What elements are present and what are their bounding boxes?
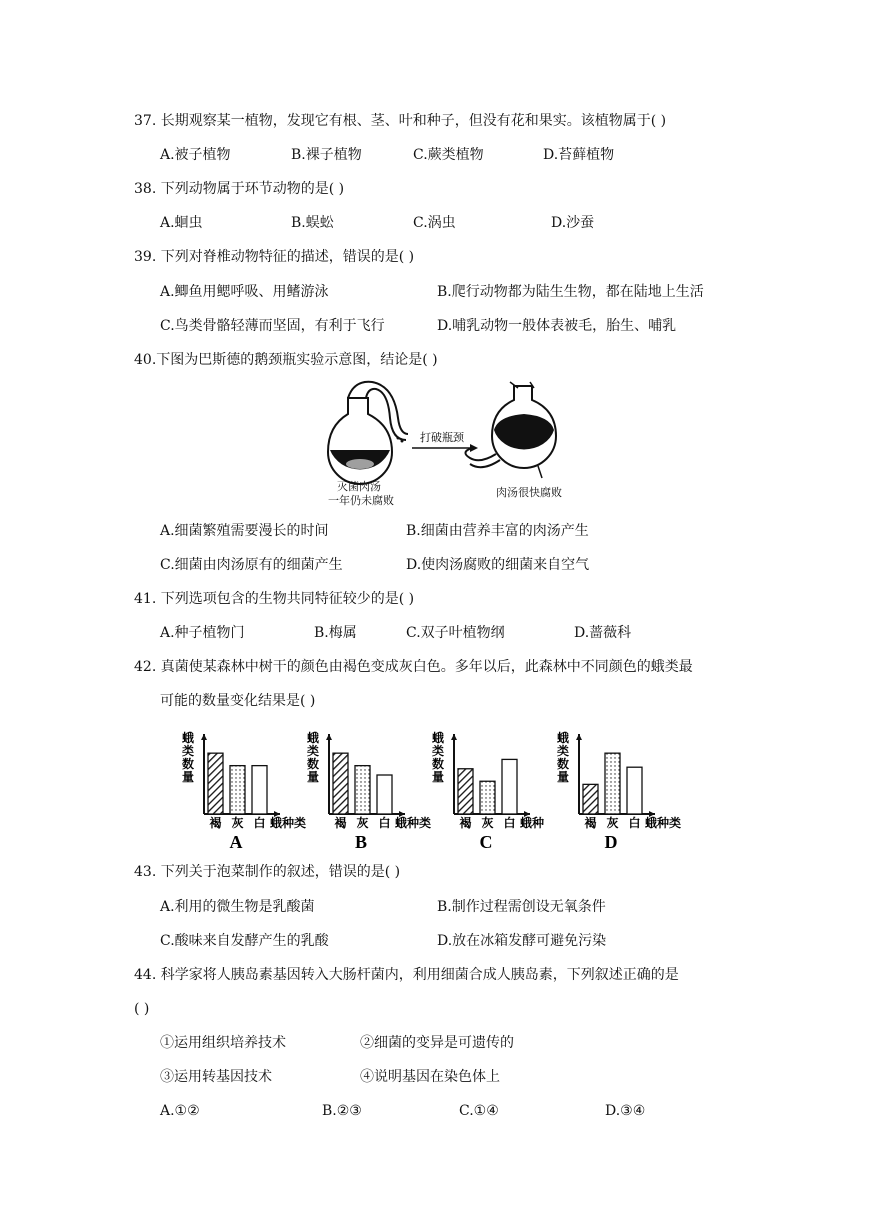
arrow-label: 打破瓶颈 bbox=[420, 431, 464, 444]
bar-灰 bbox=[480, 781, 495, 814]
moth-chart-d bbox=[553, 728, 681, 856]
bar-褐 bbox=[208, 753, 223, 814]
q39-option-c[interactable]: C.鸟类骨骼轻薄而坚固，有利于飞行 bbox=[160, 318, 385, 334]
intact-swan-neck-flask bbox=[328, 382, 408, 484]
bar-白 bbox=[377, 775, 392, 814]
q44-statement-4: ④说明基因在染色体上 bbox=[360, 1069, 500, 1085]
x-tick-label: 灰 bbox=[231, 816, 244, 830]
q44-statement-1: ①运用组织培养技术 bbox=[160, 1035, 286, 1051]
y-axis-label: 蛾类数量 bbox=[557, 731, 570, 784]
bar-褐 bbox=[333, 753, 348, 814]
q44-option-b[interactable]: B.②③ bbox=[322, 1103, 362, 1119]
moth-chart-c bbox=[428, 728, 556, 856]
q44-option-d[interactable]: D.③④ bbox=[605, 1103, 646, 1119]
x-tick-label: 白 bbox=[503, 816, 516, 830]
x-tick-label: 褐 bbox=[209, 816, 222, 830]
x-tick-label: 白 bbox=[253, 816, 266, 830]
question-42-stem-line-1: 42. 真菌使某森林中树干的颜色由褐色变成灰白色。多年以后，此森林中不同颜色的蛾类最 bbox=[134, 659, 693, 675]
bar-褐 bbox=[458, 769, 473, 814]
x-tick-label: 褐 bbox=[334, 816, 347, 830]
broken-neck-flask bbox=[465, 382, 556, 478]
left-flask-caption-2: 一年仍未腐败 bbox=[328, 494, 394, 507]
x-axis-label: 蛾种类 bbox=[395, 816, 431, 830]
q38-option-b[interactable]: B.蜈蚣 bbox=[291, 215, 334, 231]
q43-option-c[interactable]: C.酸味来自发酵产生的乳酸 bbox=[160, 933, 329, 949]
question-43-stem: 43. 下列关于泡菜制作的叙述，错误的是( ) bbox=[134, 864, 401, 880]
x-tick-label: 白 bbox=[378, 816, 391, 830]
q37-option-a[interactable]: A.被子植物 bbox=[160, 147, 231, 163]
chart-option-letter: A bbox=[229, 832, 243, 852]
q37-option-c[interactable]: C.蕨类植物 bbox=[413, 147, 484, 163]
question-44-stem-line-2: ( ) bbox=[134, 1001, 150, 1017]
bar-白 bbox=[502, 759, 517, 814]
question-39-stem: 39. 下列对脊椎动物特征的描述，错误的是( ) bbox=[134, 249, 415, 265]
chart-option-letter: C bbox=[479, 832, 493, 852]
q44-option-a[interactable]: A.①② bbox=[160, 1103, 200, 1119]
q41-option-a[interactable]: A.种子植物门 bbox=[160, 625, 245, 641]
x-tick-label: 灰 bbox=[481, 816, 494, 830]
question-37-stem: 37. 长期观察某一植物，发现它有根、茎、叶和种子，但没有花和果实。该植物属于( ) bbox=[134, 113, 667, 129]
q38-option-c[interactable]: C.涡虫 bbox=[413, 215, 456, 231]
x-tick-label: 褐 bbox=[459, 816, 472, 830]
right-flask-caption: 肉汤很快腐败 bbox=[496, 486, 562, 499]
q43-option-b[interactable]: B.制作过程需创设无氧条件 bbox=[437, 899, 606, 915]
moth-chart-a bbox=[178, 728, 306, 856]
chart-option-letter: B bbox=[354, 832, 368, 852]
bar-灰 bbox=[230, 766, 245, 814]
q39-option-b[interactable]: B.爬行动物都为陆生生物，都在陆地上生活 bbox=[437, 284, 704, 300]
bar-白 bbox=[627, 767, 642, 814]
left-flask-caption-1: 灭菌肉汤 bbox=[337, 480, 381, 493]
q44-statement-2: ②细菌的变异是可遗传的 bbox=[360, 1035, 514, 1051]
y-axis-label: 蛾类数量 bbox=[432, 731, 445, 784]
q39-option-d[interactable]: D.哺乳动物一般体表被毛，胎生、哺乳 bbox=[437, 318, 677, 334]
moth-charts bbox=[178, 728, 698, 856]
question-42-stem-line-2: 可能的数量变化结果是( ) bbox=[160, 693, 316, 709]
x-axis-label: 蛾种 bbox=[520, 816, 545, 830]
y-axis-label: 蛾类数量 bbox=[182, 731, 195, 784]
q44-option-c[interactable]: C.①④ bbox=[459, 1103, 499, 1119]
bar-灰 bbox=[355, 766, 370, 814]
q38-option-d[interactable]: D.沙蚕 bbox=[551, 215, 595, 231]
q37-option-d[interactable]: D.苔藓植物 bbox=[543, 147, 615, 163]
q38-option-a[interactable]: A.蛔虫 bbox=[160, 215, 203, 231]
q40-option-a[interactable]: A.细菌繁殖需要漫长的时间 bbox=[160, 523, 329, 539]
q44-statement-3: ③运用转基因技术 bbox=[160, 1069, 272, 1085]
x-axis-label: 蛾种类 bbox=[270, 816, 306, 830]
q39-option-a[interactable]: A.鲫鱼用鳃呼吸、用鳍游泳 bbox=[160, 284, 329, 300]
q43-option-d[interactable]: D.放在冰箱发酵可避免污染 bbox=[437, 933, 607, 949]
x-tick-label: 灰 bbox=[356, 816, 369, 830]
question-41-stem: 41. 下列选项包含的生物共同特征较少的是( ) bbox=[134, 591, 415, 607]
q40-option-d[interactable]: D.使肉汤腐败的细菌来自空气 bbox=[406, 557, 590, 573]
question-44-stem-line-1: 44. 科学家将人胰岛素基因转入大肠杆菌内，利用细菌合成人胰岛素，下列叙述正确的是 bbox=[134, 967, 679, 983]
q40-option-b[interactable]: B.细菌由营养丰富的肉汤产生 bbox=[406, 523, 589, 539]
q41-option-b[interactable]: B.梅属 bbox=[314, 625, 357, 641]
moth-chart-b bbox=[303, 728, 431, 856]
question-40-stem: 40.下图为巴斯德的鹅颈瓶实验示意图，结论是( ) bbox=[134, 352, 438, 368]
x-axis-label: 蛾种类 bbox=[645, 816, 681, 830]
question-38-stem: 38. 下列动物属于环节动物的是( ) bbox=[134, 181, 345, 197]
x-tick-label: 褐 bbox=[584, 816, 597, 830]
bar-白 bbox=[252, 766, 267, 814]
q41-option-c[interactable]: C.双子叶植物纲 bbox=[406, 625, 505, 641]
y-axis-label: 蛾类数量 bbox=[307, 731, 320, 784]
chart-option-letter: D bbox=[604, 832, 618, 852]
q37-option-b[interactable]: B.裸子植物 bbox=[291, 147, 362, 163]
bar-褐 bbox=[583, 784, 598, 814]
q43-option-a[interactable]: A.利用的微生物是乳酸菌 bbox=[160, 899, 315, 915]
q40-option-c[interactable]: C.细菌由肉汤原有的细菌产生 bbox=[160, 557, 343, 573]
x-tick-label: 白 bbox=[628, 816, 641, 830]
bar-灰 bbox=[605, 753, 620, 814]
q41-option-d[interactable]: D.蔷薇科 bbox=[574, 625, 632, 641]
x-tick-label: 灰 bbox=[606, 816, 619, 830]
